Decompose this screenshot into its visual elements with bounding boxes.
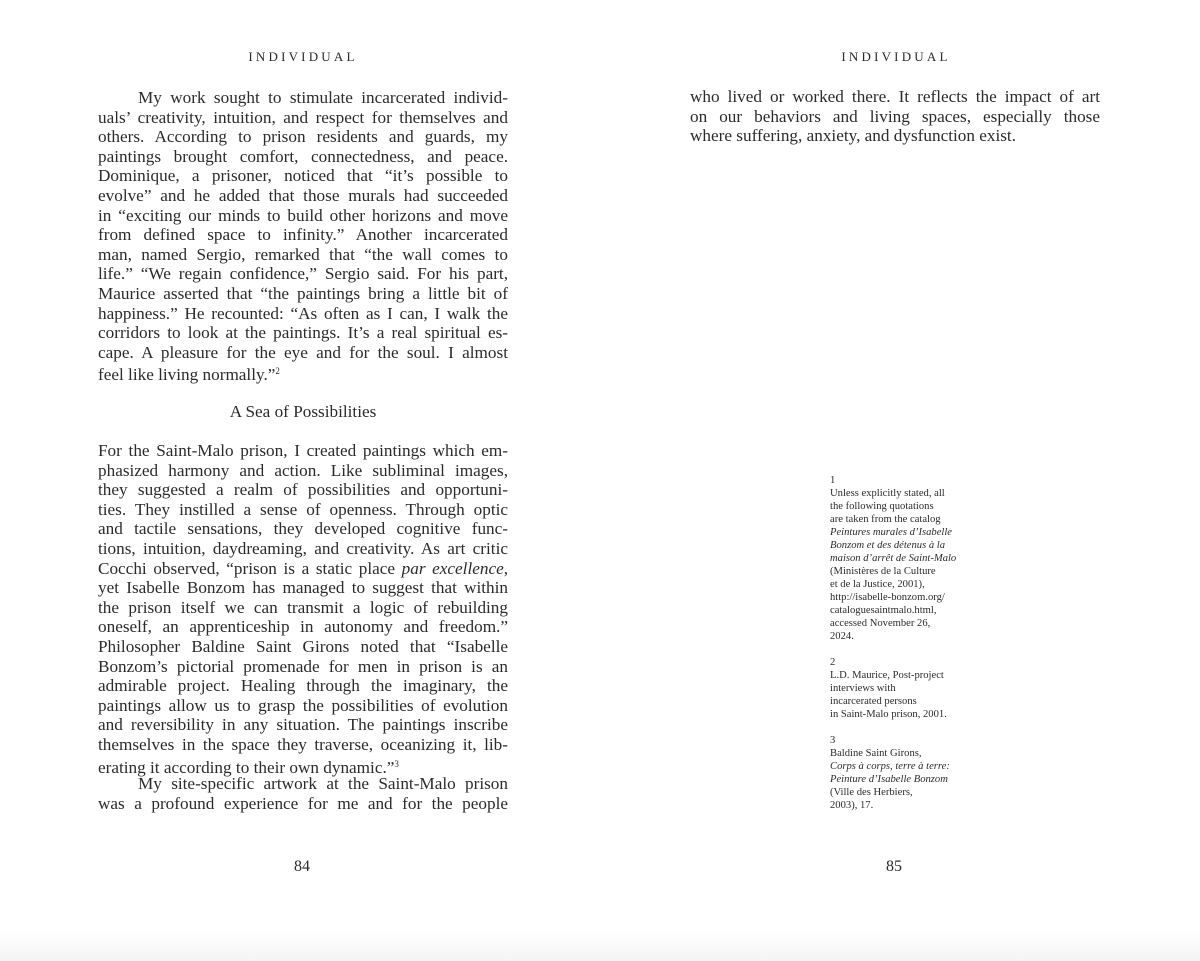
text-segment: Cocchi observed, “prison is a static place — [98, 558, 402, 578]
footnote-ref[interactable]: 3 — [394, 758, 399, 769]
footnote-line-title: Bonzom et des détenus à la — [830, 540, 946, 551]
footnote-line: et de la Justice, 2001), — [830, 579, 925, 590]
text-segment: , — [503, 558, 509, 578]
text-line: others. According to prison residents and guards, my — [98, 127, 508, 147]
footnote-line: 2003), 17. — [830, 800, 874, 811]
text-line: yet Isabelle Bonzom has managed to suggest that within — [98, 578, 508, 598]
text-line: was a profound experience for me and for the people — [98, 793, 508, 813]
page-number: 85 — [886, 858, 902, 875]
text-line: in “exciting our minds to build other horizons and move — [98, 205, 508, 225]
section-heading: A Sea of Possibilities — [229, 402, 377, 421]
text-line: the prison itself we can transmit a logic of rebuilding — [98, 597, 508, 617]
footnote-line: in Saint-Malo prison, 2001. — [830, 709, 947, 720]
text-line: life.” “We regain confidence,” Sergio said. For his part, — [98, 264, 508, 284]
text-line-content: feel like living normally.” — [98, 365, 276, 385]
text-line: Maurice asserted that “the paintings bring a little bit of — [98, 283, 508, 303]
text-line: Dominique, a prisoner, noticed that “it’s possible to — [98, 166, 508, 186]
footnote-2 — [830, 656, 980, 721]
text-line: uals’ creativity, intuition, and respect for themselves and — [98, 107, 508, 127]
continuation-paragraph — [690, 87, 1100, 146]
footnotes — [830, 474, 980, 825]
text-line: who lived or worked there. It reflects the impact of art — [690, 87, 1100, 106]
viewer-bottom-edge — [0, 931, 1200, 961]
text-line — [98, 559, 508, 579]
text-line — [98, 362, 508, 385]
text-line: cape. A pleasure for the eye and for the soul. I almost — [98, 342, 508, 362]
text-line: Bonzom’s pictorial promenade for men in prison is an — [98, 656, 508, 676]
text-line — [98, 755, 508, 775]
text-line: where suffering, anxiety, and dysfunction exist. — [690, 126, 1016, 146]
text-line: happiness.” He recounted: “As often as I can, I walk the — [98, 303, 508, 323]
text-line: paintings allow us to grasp the possibilities of evolution — [98, 695, 508, 715]
footnote-line: accessed November 26, — [830, 618, 931, 629]
footnote-line-title: Peintures murales d’Isabelle — [830, 527, 952, 538]
footnote-line-title: maison d’arrêt de Saint-Malo — [830, 553, 957, 564]
paragraph-1 — [98, 88, 508, 385]
text-line: tions, intuition, daydreaming, and creativity. As art critic — [98, 538, 508, 558]
footnote-line: 2024. — [830, 631, 854, 642]
page-number: 84 — [294, 858, 310, 875]
text-line: phasized harmony and action. Like subliminal images, — [98, 460, 508, 480]
footnote-line: (Ville des Herbiers, — [830, 787, 913, 798]
paragraph-2 — [98, 441, 508, 813]
text-line: oneself, an apprenticeship in autonomy and freedom.” — [98, 617, 508, 637]
text-line: on our behaviors and living spaces, especially those — [690, 106, 1100, 126]
text-line: ties. They instilled a sense of openness. Through optic — [98, 499, 508, 519]
footnote-line: the following quotations — [830, 501, 934, 512]
footnote-number: 2 — [830, 657, 836, 668]
footnote-number: 3 — [830, 735, 836, 746]
footnote-line-title: Corps à corps, terre à terre: — [830, 761, 950, 772]
footnote-link[interactable]: cataloguesaintmalo.html, — [830, 605, 937, 616]
running-head: INDIVIDUAL — [841, 49, 951, 64]
footnote-ref[interactable]: 2 — [275, 366, 280, 377]
footnote-line: Unless explicitly stated, all — [830, 488, 945, 499]
text-line: they suggested a realm of possibilities and opportuni- — [98, 480, 508, 500]
text-line: admirable project. Healing through the imaginary, the — [98, 676, 508, 696]
text-line: For the Saint-Malo prison, I created paintings which em- — [98, 441, 508, 460]
footnote-number: 1 — [830, 475, 836, 486]
footnote-1 — [830, 474, 980, 643]
footnote-line: (Ministères de la Culture — [830, 566, 936, 577]
footnote-line-title: Peinture d’Isabelle Bonzom — [830, 774, 948, 785]
footnote-line: interviews with — [830, 683, 896, 694]
running-head: INDIVIDUAL — [248, 49, 358, 64]
footnote-3 — [830, 734, 980, 812]
footnote-line: Baldine Saint Girons, — [830, 748, 922, 759]
footnote-line: L.D. Maurice, Post-project — [830, 670, 944, 681]
text-line: themselves in the space they traverse, oceanizing it, lib- — [98, 734, 508, 754]
text-line: and reversibility in any situation. The paintings inscribe — [98, 715, 508, 735]
text-line-content: erating it according to their own dynamic.” — [98, 757, 395, 777]
text-line: and tactile sensations, they developed cognitive func- — [98, 519, 508, 539]
text-line: man, named Sergio, remarked that “the wall comes to — [98, 244, 508, 264]
text-line: paintings brought comfort, connectedness, and peace. — [98, 146, 508, 166]
text-line: My work sought to stimulate incarcerated individ- — [138, 88, 508, 107]
italic-phrase: par excellence — [401, 558, 504, 578]
text-line: from defined space to infinity.” Another incarcerated — [98, 225, 508, 245]
text-line: Philosopher Baldine Saint Girons noted that “Isabelle — [98, 636, 508, 656]
footnote-line: are taken from the catalog — [830, 514, 941, 525]
footnote-link[interactable]: http://isabelle-bonzom.org/ — [830, 592, 945, 603]
footnote-line: incarcerated persons — [830, 696, 917, 707]
text-line: evolve” and he added that those murals had succeeded — [98, 185, 508, 205]
text-line: corridors to look at the paintings. It’s a real spiritual es- — [98, 323, 508, 343]
text-line: My site-specific artwork at the Saint-Malo prison — [138, 774, 508, 794]
right-page — [600, 0, 1200, 961]
